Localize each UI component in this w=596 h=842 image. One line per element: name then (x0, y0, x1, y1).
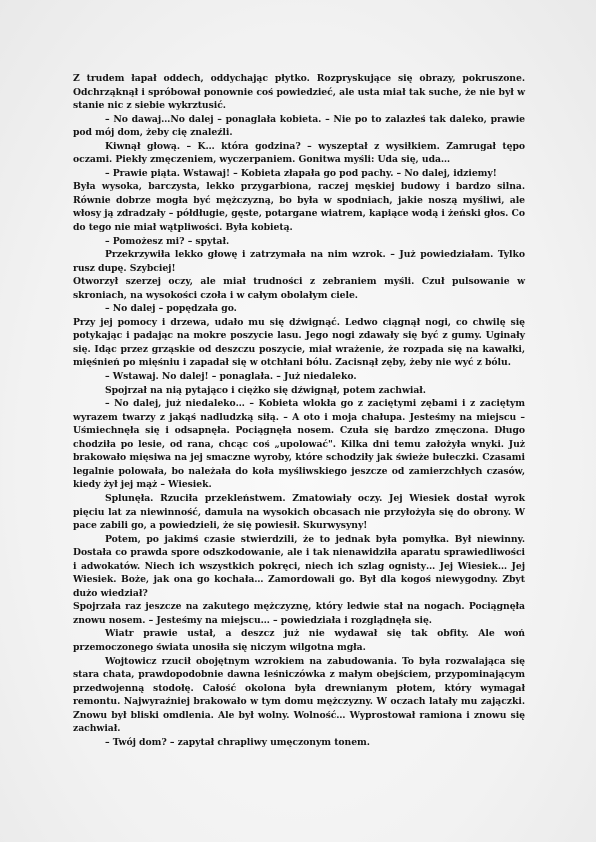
paragraph: Spojrzał na nią pytająco i ciężko się dźwignął, potem zachwiał. (105, 384, 426, 396)
paragraph: – Prawie piąta. Wstawaj! – Kobieta złapała go pod pachy. – No dalej, idziemy! (105, 167, 497, 179)
paragraph: – No dalej – popędzała go. (105, 303, 237, 315)
paragraph: Była wysoka, barczysta, lekko przygarbiona, raczej męskiej budowy i bardzo silna. Równie dobrze mogła być mężczyzną, bo była w spodniach, jakie noszą myśliwi, ale włosy ją zdradzały – półdługie, gęste, potargane wiatrem, kapiące wodą i żeński głos. Co do tego nie miał wątpliwości. Była kobietą. (73, 181, 525, 234)
paragraph: Splunęła. Rzuciła przekleństwem. Zmatowiały oczy. Jej Wiesiek dostał wyrok pięciu lat za niewinność, damula na wysokich obcasach nie przyłożyła się do obrony. W pace zabili go, a powiedzieli, że się powiesił. Skurwysyny! (73, 492, 525, 532)
paragraph: Wiatr prawie ustał, a deszcz już nie wydawał się tak obfity. Ale woń przemoczonego świata unosiła się niczym wilgotna mgła. (73, 628, 525, 653)
paragraph: Spojrzała raz jeszcze na zakutego mężczyznę, który ledwie stał na nogach. Pociągnęła znowu nosem. – Jesteśmy na miejscu… – powiedziała i rozglądnęła się. (73, 601, 525, 626)
paragraph: – Twój dom? – zapytał chrapliwy umęczonym tonem. (105, 736, 370, 748)
paragraph: – No dawaj…No dalej – ponaglała kobieta. – Nie po to zalazłeś tak daleko, prawie pod mój dom, żeby cię znaleźli. (73, 113, 525, 139)
paragraph: Potem, po jakimś czasie stwierdzili, że to jednak była pomyłka. Był niewinny. Dostała co prawda spore odszkodowanie, ale i tak nienawidziła aparatu sprawiedliwości i adwokatów. Niech ich wszystkich pokręci, niech ich szlag ognisty… Jej Wiesiek… Jej Wiesiek. Boże, jak ona go kochała… Zamordowali go. Był dla kogoś niewygodny. Zbyt dużo wiedział? (73, 533, 525, 599)
paragraph: – No dalej, już niedaleko… – Kobieta wlokła go z zaciętymi zębami i z zaciętym wyrazem twarzy z jakąś nadludzką siłą. – A oto i moja chałupa. Jesteśmy na miejscu – Uśmiechnęła się i odsapnęła. Pociągnęła nosem. Czuła się bardzo zmęczona. Długo chodziła po lesie, od rana, chcąc coś „upolować". Kilka dni temu założyła wnyki. Już brakowało mięsiwa na jej smaczne wyroby, które schodziły jak świeże bułeczki. Czasami legalnie polowała, bo należała do koła myśliwskiego jeszcze od zamierzchłych czasów, kiedy żył jej mąż – Wiesiek. (73, 398, 525, 491)
body-text (73, 72, 525, 749)
paragraph: Przy jej pomocy i drzewa, udało mu się dźwignąć. Ledwo ciągnął nogi, co chwilę się potykając i padając na mokre poszycie lasu. Jego nogi zdawały się być z gumy. Uginały się. Idąc przez grząskie od deszczu poszycie, miał wrażenie, że rozpada się na kawałki, mięśnień po mięśniu i zapadał się w otchłani bólu. Zacisnął zęby, żeby nie wyć z bólu. (73, 316, 525, 369)
paragraph: – Pomożesz mi? – spytał. (105, 235, 230, 247)
paragraph: Przekrzywiła lekko głowę i zatrzymała na nim wzrok. – Już powiedziałam. Tylko rusz dupę. Szybciej! (73, 249, 525, 274)
paragraph: – Wstawaj. No dalej! – ponaglała. – Już niedaleko. (105, 371, 357, 383)
paragraph: Otworzył szerzej oczy, ale miał trudności z zebraniem myśli. Czuł pulsowanie w skroniach, na wysokości czoła i w całym obolałym ciele. (73, 276, 525, 301)
paragraph: Kiwnął głową. – K… która godzina? – wyszeptał z wysiłkiem. Zamrugał tępo oczami. Piekły zmęczeniem, wyczerpaniem. Gonitwa myśli: Uda się, uda… (73, 140, 525, 166)
paragraph: Wojtowicz rzucił obojętnym wzrokiem na zabudowania. To była rozwalająca się stara chata, prawdopodobnie dawna leśniczówka z małym obejściem, przypominającym przedwojenną stodołę. Całość okolona była drewnianym płotem, który wymagał remontu. Najwyraźniej brakowało w tym domu mężczyzny. W oczach latały mu zajączki. Znowu był bliski omdlenia. Ale był wolny. Wolność… Wyprostował ramiona i znowu się zachwiał. (73, 655, 525, 735)
paragraph: Z trudem łapał oddech, oddychając płytko. Rozpryskujące się obrazy, pokruszone. Odchrząknął i spróbował ponownie coś powiedzieć, ale usta miał tak suche, że nie był w stanie nic z siebie wykrztusić. (73, 73, 525, 112)
